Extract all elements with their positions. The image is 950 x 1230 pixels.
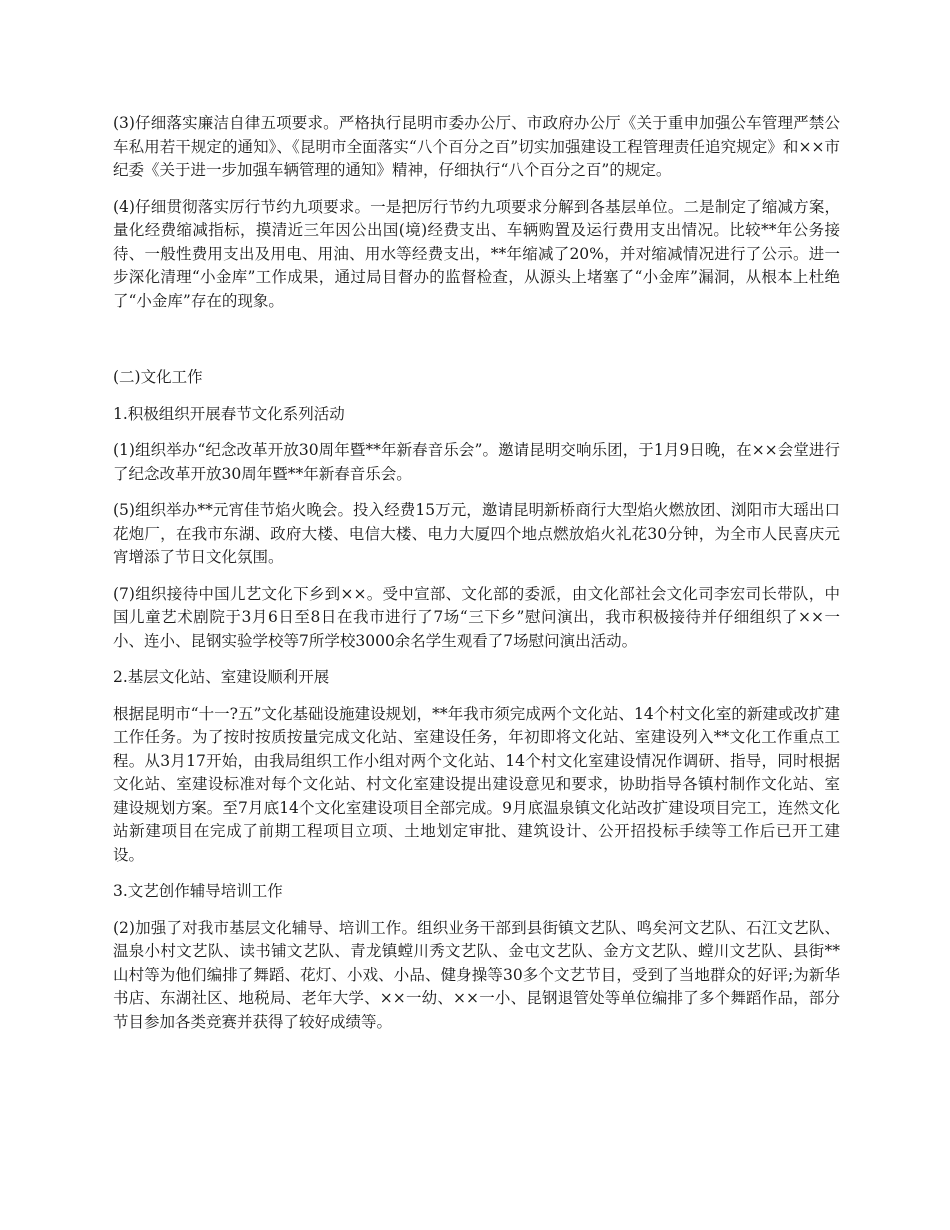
section-heading-culture: (二)文化工作: [113, 368, 203, 386]
paragraph-children-art-tour: (7)组织接待中国儿艺文化下乡到××。受中宣部、文化部的委派，由文化部社会文化司李宏司长带队，中国儿童艺术剧院于3月6日至8日在我市进行了7场“三下乡”慰问演出，我市积极接待并仔细组织了××一小、连小、昆钢实验学校等7所学校3000余名学生观看了7场慰问演出活动。: [113, 584, 840, 650]
paragraph-integrity-requirements: (3)仔细落实廉洁自律五项要求。严格执行昆明市委办公厅、市政府办公厅《关于重申加强公车管理严禁公车私用若干规定的通知》、《昆明市全面落实“八个百分之百”切实加强建设工程管理责任追究规定》和××市纪委《关于进一步加强车辆管理的通知》精神，仔细执行“八个百分之百”的规定。: [113, 114, 840, 179]
paragraph-grassroots-training: (2)加强了对我市基层文化辅导、培训工作。组织业务干部到县街镇文艺队、鸣矣河文艺队、石江文艺队、温泉小村文艺队、读书铺文艺队、青龙镇螳川秀文艺队、金屯文艺队、金方文艺队、螳川文艺队、县街**山村等为他们编排了舞蹈、花灯、小戏、小品、健身操等30多个文艺节目，受到了当地群众的好评;为新华书店、东湖社区、地税局、老年大学、××一幼、××一小、昆钢退管处等单位编排了多个舞蹈作品，部分节目参加各类竞赛并获得了较好成绩等。: [113, 918, 840, 1031]
subheading-art-training: 3.文艺创作辅导培训工作: [113, 882, 283, 900]
paragraph-frugality-requirements: (4)仔细贯彻落实厉行节约九项要求。一是把厉行节约九项要求分解到各基层单位。二是制定了缩减方案，量化经费缩减指标，摸清近三年因公出国(境)经费支出、车辆购置及运行费用支出情况。比较**年公务接待、一般性费用支出及用电、用油、用水等经费支出，**年缩减了20%，并对缩减情况进行了公示。进一步深化清理“小金库”工作成果，通过局目督办的监督检查，从源头上堵塞了“小金库”漏洞，从根本上杜绝了“小金库”存在的现象。: [113, 197, 840, 310]
document-page: [113, 112, 840, 1047]
subheading-cultural-stations: 2.基层文化站、室建设顺利开展: [113, 668, 330, 686]
subheading-spring-festival: 1.积极组织开展春节文化系列活动: [113, 404, 345, 423]
section-spacer: [113, 326, 840, 366]
paragraph-lantern-fireworks: (5)组织举办**元宵佳节焰火晚会。投入经费15万元，邀请昆明新桥商行大型焰火燃放团、浏阳市大瑶出口花炮厂，在我市东湖、政府大楼、电信大楼、电力大厦四个地点燃放焰火礼花30分钟，为全市人民喜庆元宵增添了节日文化氛围。: [113, 501, 840, 566]
paragraph-new-year-concert: (1)组织举办“纪念改革开放30周年暨**年新春音乐会”。邀请昆明交响乐团，于1月9日晚，在××会堂进行了纪念改革开放30周年暨**年新春音乐会。: [113, 441, 840, 483]
paragraph-station-construction: 根据昆明市“十一?五”文化基础设施建设规划，**年我市须完成两个文化站、14个村文化室的新建或改扩建工作任务。为了按时按质按量完成文化站、室建设任务，年初即将文化站、室建设列入**文化工作重点工程。从3月17开始，由我局组织工作小组对两个文化站、14个村文化室建设情况作调研、指导，同时根据文化站、室建设标准对每个文化站、村文化室建设提出建设意见和要求，协助指导各镇村制作文化站、室建设规划方案。至7月底14个文化室建设项目全部完成。9月底温泉镇文化站改扩建设项目完工，连然文化站新建项目在完成了前期工程项目立项、土地划定审批、建筑设计、公开招投标手续等工作后已开工建设。: [113, 704, 840, 864]
